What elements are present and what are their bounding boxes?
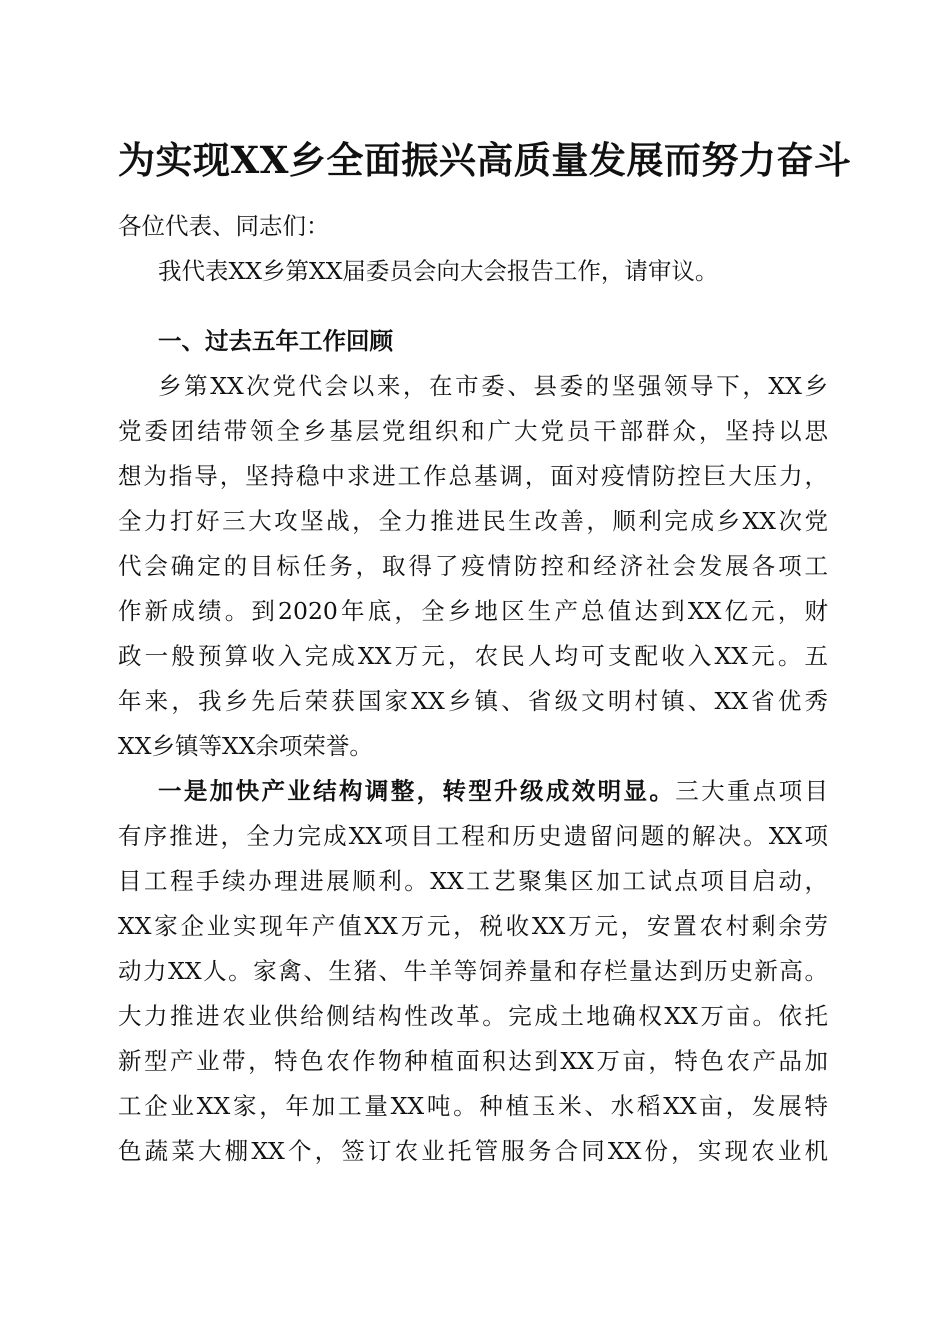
paragraph-line: XX家企业实现年产值XX万元，税收XX万元，安置农村剩余劳 [118, 912, 828, 940]
paragraph-line [158, 774, 828, 808]
paragraph-line: 乡第XX次党代会以来，在市委、县委的坚强领导下，XX乡 [158, 372, 828, 400]
paragraph-line: 目工程手续办理进展顺利。XX工艺聚集区加工试点项目启动， [118, 867, 828, 895]
paragraph-line: 大力推进农业供给侧结构性改革。完成土地确权XX万亩。依托 [118, 1002, 828, 1030]
paragraph-line: 全力打好三大攻坚战，全力推进民生改善，顺利完成乡XX次党 [118, 507, 828, 535]
paragraph-line: 想为指导，坚持稳中求进工作总基调，面对疫情防控巨大压力， [118, 462, 828, 490]
paragraph-lead: 一是加快产业结构调整，转型升级成效明显。 [158, 777, 676, 805]
section-heading: 一、过去五年工作回顾 [158, 327, 393, 355]
paragraph-line: 动力XX人。家禽、生猪、牛羊等饲养量和存栏量达到历史新高。 [118, 957, 828, 985]
intro-paragraph: 我代表XX乡第XX届委员会向大会报告工作，请审议。 [158, 257, 719, 285]
paragraph-line: 工企业XX家，年加工量XX吨。种植玉米、水稻XX亩，发展特 [118, 1092, 828, 1120]
paragraph-line: 新型产业带，特色农作物种植面积达到XX万亩，特色农产品加 [118, 1047, 828, 1075]
paragraph-text: 三大重点项目 [675, 777, 829, 805]
paragraph-line: 有序推进，全力完成XX项目工程和历史遗留问题的解决。XX项 [118, 822, 828, 850]
paragraph-line: 作新成绩。到2020年底，全乡地区生产总值达到XX亿元，财 [118, 597, 828, 625]
paragraph-line: XX乡镇等XX余项荣誉。 [118, 732, 373, 760]
paragraph-line: 色蔬菜大棚XX个，签订农业托管服务合同XX份，实现农业机 [118, 1137, 828, 1165]
paragraph-line: 代会确定的目标任务，取得了疫情防控和经济社会发展各项工 [118, 552, 828, 580]
paragraph-line: 年来，我乡先后荣获国家XX乡镇、省级文明村镇、XX省优秀 [118, 687, 828, 715]
salutation: 各位代表、同志们： [118, 212, 330, 240]
paragraph-line: 党委团结带领全乡基层党组织和广大党员干部群众，坚持以思 [118, 417, 828, 445]
document-title: 为实现XX乡全面振兴高质量发展而努力奋斗 [118, 138, 852, 182]
paragraph-line: 政一般预算收入完成XX万元，农民人均可支配收入XX元。五 [118, 642, 828, 670]
